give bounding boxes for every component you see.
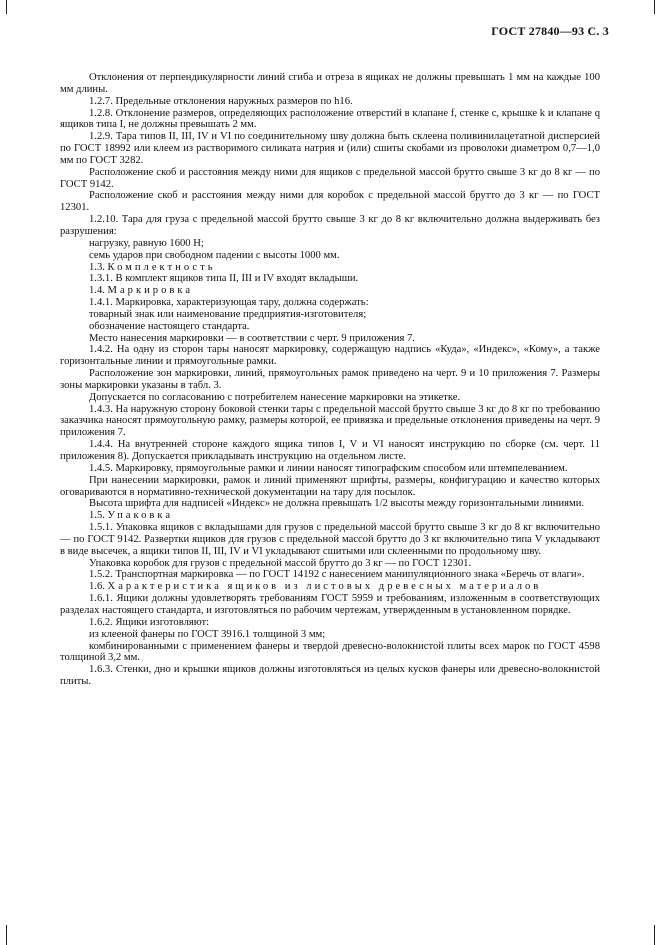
paragraph: 1.2.7. Предельные отклонения наружных размеров по h16. (89, 95, 353, 107)
paragraph: 1.4.1. Маркировка, характеризующая тару, должна содержать: (89, 297, 369, 309)
corner-mark-bottom-left (6, 925, 7, 945)
paragraph: семь ударов при свободном падении с высоты 1000 мм. (89, 249, 340, 261)
paragraph: обозначение настоящего стандарта. (89, 320, 250, 332)
paragraph: Место нанесения маркировки — в соответствии с черт. 9 приложения 7. (89, 332, 415, 344)
paragraph: Расположение скоб и расстояния между ними для коробок с предельной массой брутто до 3 кг — по ГОСТ 12301. (60, 190, 600, 214)
section-heading-marking (60, 285, 600, 297)
paragraph: 1.4.4. На внутренней стороне каждого ящика типов I, V и VI наносят инструкцию по сборке (см. черт. 11 приложения 8). Допускается прикладывать инструкцию на отдельном листе. (60, 439, 600, 462)
paragraph: 1.2.10. Тара для груза с предельной массой брутто свыше 3 кг до 8 кг включительно должна выдерживать без разрушения: (60, 214, 600, 237)
paragraph: товарный знак или наименование предприятия-изготовителя; (89, 308, 367, 320)
paragraph: 1.2.9. Тара типов II, III, IV и VI по соединительному шву должна быть склеена поливинилацетатной дисперсией по ГОСТ 18992 или клеем из растворимого силиката натрия и (или) сшиты скобами из проволоки диаметром 0,7—1,0 мм по ГОСТ 3282. (60, 131, 600, 166)
paragraph: комбинированными с применением фанеры и твердой древесно-волокнистой плиты всех марок по ГОСТ 4598 толщиной 3,2 мм. (60, 640, 600, 664)
section-title: Маркировка (107, 285, 194, 297)
corner-mark-bottom-right (654, 925, 655, 945)
section-number: 1.4. (89, 285, 105, 297)
paragraph: нагрузку, равную 1600 Н; (89, 237, 204, 249)
paragraph: Отклонения от перпендикулярности линий сгиба и отреза в ящиках не должны превышать 1 мм на каждые 100 мм длины. (60, 72, 600, 95)
section-heading-characteristics (60, 581, 600, 593)
paragraph: При нанесении маркировки, рамок и линий применяют шрифты, размеры, конфигурацию и качество которых оговариваются в нормативно-технической документации на тару для посылок. (60, 474, 600, 498)
section-heading-packing (60, 510, 600, 522)
section-heading-completeness (60, 262, 600, 274)
paragraph: 1.4.3. На наружную сторону боковой стенки тары с предельной массой брутто свыше 3 кг до 8 кг по требованию заказчика наносят прямоугольную рамку, размеры которой, ее привязка и предельные отклонения приведены на черт. 9 приложения 7. (60, 403, 600, 439)
paragraph: Допускается по согласованию с потребителем нанесение маркировки на этикетке. (89, 391, 461, 403)
corner-mark-top-right (654, 0, 655, 14)
paragraph: из клееной фанеры по ГОСТ 3916.1 толщиной 3 мм; (89, 628, 326, 640)
paragraph: 1.5.2. Транспортная маркировка — по ГОСТ 14192 с нанесением манипуляционного знака «Беречь от влаги». (89, 569, 585, 581)
section-number: 1.6. (89, 581, 105, 593)
paragraph: 1.6.3. Стенки, дно и крышки ящиков должны изготовляться из целых кусков фанеры или древесно-волокнистой плиты. (60, 664, 600, 688)
paragraph: Расположение зон маркировки, линий, прямоугольных рамок приведено на черт. 9 и 10 приложения 7. Размеры зоны маркировки указаны в табл. 3. (60, 368, 600, 391)
paragraph: 1.4.5. Маркировку, прямоугольные рамки и линии наносят типографским способом или штемпелеванием. (89, 462, 568, 474)
section-number: 1.5. (89, 510, 105, 522)
paragraph: 1.3.1. В комплект ящиков типа II, III и IV входят вкладыши. (89, 273, 359, 285)
document-body (60, 72, 600, 688)
paragraph: Расположение скоб и расстояния между ними для ящиков с предельной массой брутто свыше 3 кг до 8 кг — по ГОСТ 9142. (60, 166, 600, 190)
section-number: 1.3. (89, 261, 105, 273)
page-header: ГОСТ 27840—93 С. 3 (491, 24, 609, 38)
paragraph: 1.6.2. Ящики изготовляют: (89, 616, 210, 628)
section-title: Комплектность (107, 261, 216, 273)
paragraph: Упаковка коробок для грузов с предельной массой брутто до 3 кг — по ГОСТ 12301. (89, 557, 472, 569)
paragraph: 1.5.1. Упаковка ящиков с вкладышами для грузов с предельной массой брутто свыше 3 кг до 8 кг включительно — по ГОСТ 9142. Развертки ящиков для грузов с предельной массой брутто до 3 кг включительно типа V укладывают в виде высечек, а ящики типов II, III, IV и VI укладывают сшитыми или склеенными по продольному шву. (60, 522, 600, 557)
paragraph: 1.6.1. Ящики должны удовлетворять требованиям ГОСТ 5959 и требованиям, изложенным в соответствующих разделах настоящего стандарта, и изготовляться по рабочим чертежам, утвержденным в установленном порядке. (60, 593, 600, 616)
paragraph: 1.2.8. Отклонение размеров, определяющих расположение отверстий в клапане f, стенке c, крышке k и клапане q ящиков типа I, не должны превышать 2 мм. (60, 107, 600, 131)
section-title: Характеристика ящиков из листовых древесных материалов (107, 581, 542, 593)
paragraph: Высота шрифта для надписей «Индекс» не должна превышать 1/2 высоты между горизонтальными линиями. (89, 498, 585, 510)
corner-mark-top-left (6, 0, 7, 14)
paragraph: 1.4.2. На одну из сторон тары наносят маркировку, содержащую надпись «Куда», «Индекс», «Кому», а также горизонтальные линии и прямоугольные рамки. (60, 344, 600, 368)
section-title: Упаковка (107, 510, 174, 522)
